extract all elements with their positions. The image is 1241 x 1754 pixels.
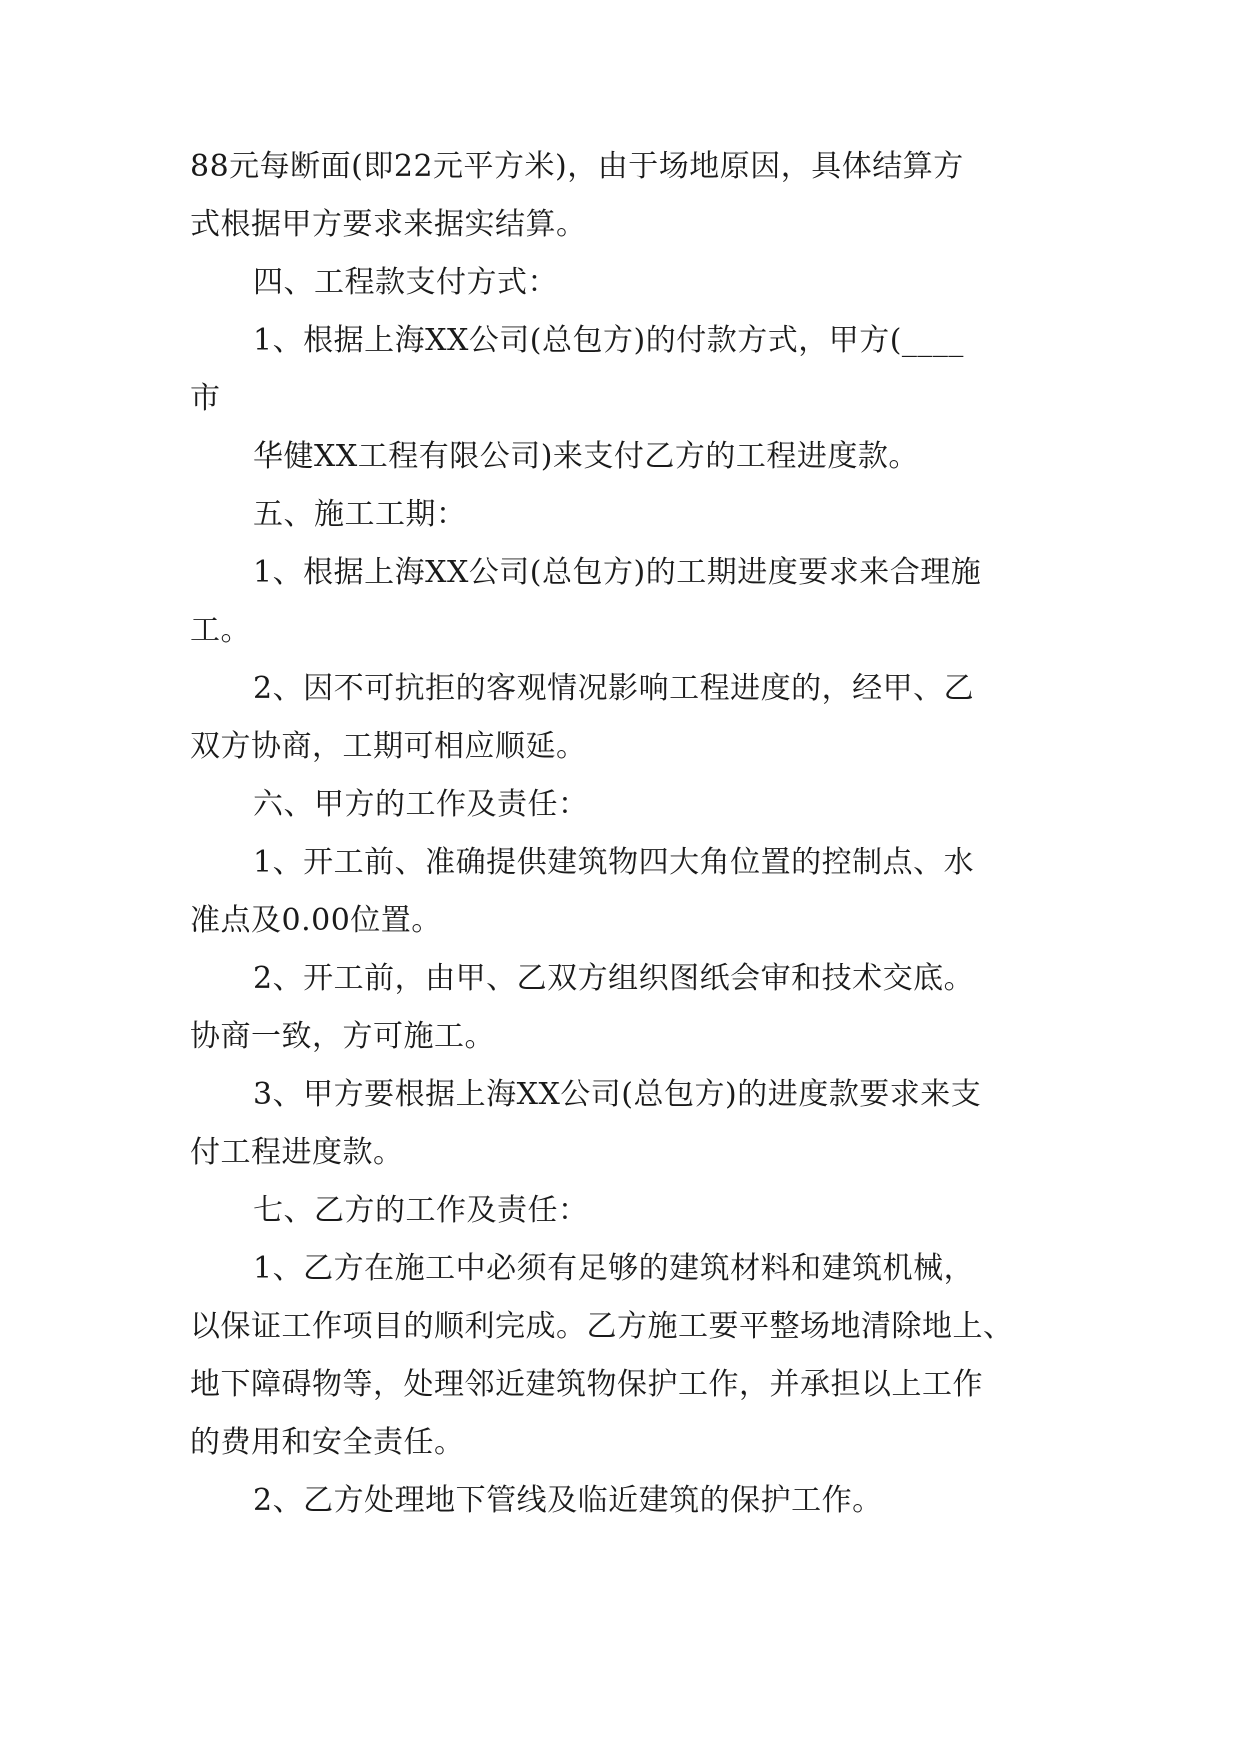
text-line: 2、因不可抗拒的客观情况影响工程进度的，经甲、乙 — [253, 671, 975, 706]
text-line: 工。 — [190, 613, 251, 648]
text-line: 88元每断面(即22元平方米)，由于场地原因，具体结算方 — [190, 149, 964, 184]
text-line: 付工程进度款。 — [190, 1135, 404, 1170]
text-line: 的费用和安全责任。 — [190, 1425, 465, 1460]
text-line: 地下障碍物等，处理邻近建筑物保护工作，并承担以上工作 — [190, 1367, 983, 1402]
text-line: 以保证工作项目的顺利完成。乙方施工要平整场地清除地上、 — [190, 1309, 1014, 1344]
text-line: 1、根据上海XX公司(总包方)的工期进度要求来合理施 — [253, 555, 982, 590]
text-line: 准点及0.00位置。 — [190, 903, 442, 938]
text-line: 市 — [190, 381, 221, 416]
text-line: 3、甲方要根据上海XX公司(总包方)的进度款要求来支 — [253, 1077, 982, 1112]
section-heading: 五、施工工期： — [253, 497, 467, 532]
text-line: 1、开工前、准确提供建筑物四大角位置的控制点、水 — [253, 845, 975, 880]
section-heading: 七、乙方的工作及责任： — [253, 1193, 589, 1228]
text-line: 式根据甲方要求来据实结算。 — [190, 207, 587, 242]
text-line: 1、根据上海XX公司(总包方)的付款方式，甲方(____ — [253, 323, 964, 358]
text-line: 双方协商，工期可相应顺延。 — [190, 729, 587, 764]
text-line: 华健XX工程有限公司)来支付乙方的工程进度款。 — [253, 439, 919, 474]
section-heading: 四、工程款支付方式： — [253, 265, 558, 300]
text-line: 2、开工前，由甲、乙双方组织图纸会审和技术交底。 — [253, 961, 975, 996]
section-heading: 六、甲方的工作及责任： — [253, 787, 589, 822]
text-line: 1、乙方在施工中必须有足够的建筑材料和建筑机械， — [253, 1251, 975, 1286]
text-line: 协商一致，方可施工。 — [190, 1019, 495, 1054]
text-line: 2、乙方处理地下管线及临近建筑的保护工作。 — [253, 1483, 883, 1518]
